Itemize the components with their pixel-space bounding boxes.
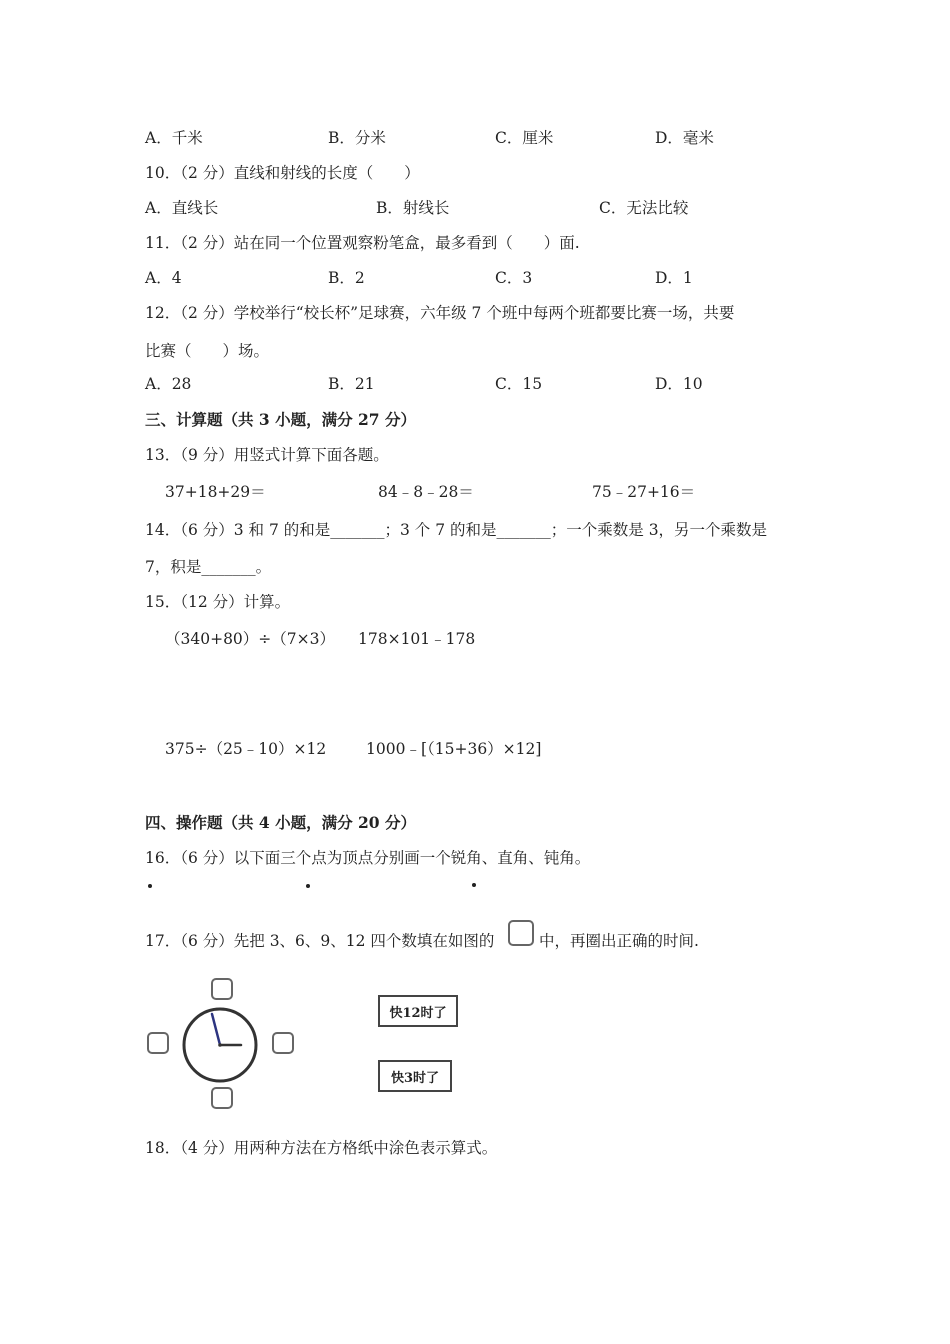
q16-stem: 16．（6 分）以下面三个点为顶点分别画一个锐角、直角、钝角。 <box>145 849 591 867</box>
q12-stem-line2: 比赛（ ）场。 <box>145 342 270 360</box>
clock-box-bottom <box>211 1087 233 1109</box>
q10-option-b: B．射线长 <box>376 199 450 217</box>
clock-box-right <box>272 1032 294 1054</box>
q13-expr-3: 75﹣27+16＝ <box>592 483 696 501</box>
q12-option-a: A．28 <box>145 375 192 393</box>
q9-option-d: D．毫米 <box>655 129 714 147</box>
q12-option-d: D．10 <box>655 375 703 393</box>
q10-option-c: C．无法比较 <box>599 199 689 217</box>
q10-stem: 10．（2 分）直线和射线的长度（ ） <box>145 164 420 182</box>
section-4-heading: 四、操作题（共 4 小题，满分 20 分） <box>145 813 416 832</box>
clock-icon <box>180 1005 260 1085</box>
section-3-heading: 三、计算题（共 3 小题，满分 27 分） <box>145 410 416 429</box>
vertex-dot-1 <box>148 884 152 888</box>
q9-option-b: B．分米 <box>328 129 386 147</box>
q15-expr-3: 375÷（25﹣10）×12 <box>165 740 327 758</box>
clock-box-top <box>211 978 233 1000</box>
q12-option-c: C．15 <box>495 375 543 393</box>
q11-option-d: D．1 <box>655 269 693 287</box>
q11-option-c: C．3 <box>495 269 533 287</box>
q12-stem-line1: 12．（2 分）学校举行“校长杯”足球赛，六年级 7 个班中每两个班都要比赛一场，共要 <box>145 304 735 322</box>
q15-expr-1: （340+80）÷（7×3） <box>165 630 335 648</box>
q11-option-b: B．2 <box>328 269 365 287</box>
q14-stem-line2: 7，积是_______。 <box>145 558 272 576</box>
time-label-near-12: 快12时了 <box>378 995 458 1027</box>
inline-blank-box-icon <box>508 920 534 946</box>
q9-option-a: A．千米 <box>145 129 203 147</box>
q11-option-a: A．4 <box>145 269 182 287</box>
clock-box-left <box>147 1032 169 1054</box>
q11-stem: 11．（2 分）站在同一个位置观察粉笔盒，最多看到（ ）面. <box>145 234 580 252</box>
q15-expr-2: 178×101﹣178 <box>358 630 476 648</box>
q17-stem-b: 中，再圈出正确的时间. <box>539 932 699 950</box>
q10-option-a: A．直线长 <box>145 199 219 217</box>
q13-expr-2: 84﹣8﹣28＝ <box>378 483 474 501</box>
q13-expr-1: 37+18+29＝ <box>165 483 266 501</box>
q12-option-b: B．21 <box>328 375 375 393</box>
q17-stem-a: 17．（6 分）先把 3、6、9、12 四个数填在如图的 <box>145 932 495 950</box>
vertex-dot-2 <box>306 884 310 888</box>
q13-stem: 13．（9 分）用竖式计算下面各题。 <box>145 446 389 464</box>
q18-stem: 18．（4 分）用两种方法在方格纸中涂色表示算式。 <box>145 1139 498 1157</box>
vertex-dot-3 <box>472 883 476 887</box>
q15-stem: 15．（12 分）计算。 <box>145 593 291 611</box>
q15-expr-4: 1000﹣[（15+36）×12] <box>366 740 542 758</box>
time-label-near-3: 快3时了 <box>378 1060 452 1092</box>
q9-option-c: C．厘米 <box>495 129 554 147</box>
q14-stem-line1: 14．（6 分）3 和 7 的和是_______；3 个 7 的和是_______；一个乘数是 3，另一个乘数是 <box>145 521 768 539</box>
